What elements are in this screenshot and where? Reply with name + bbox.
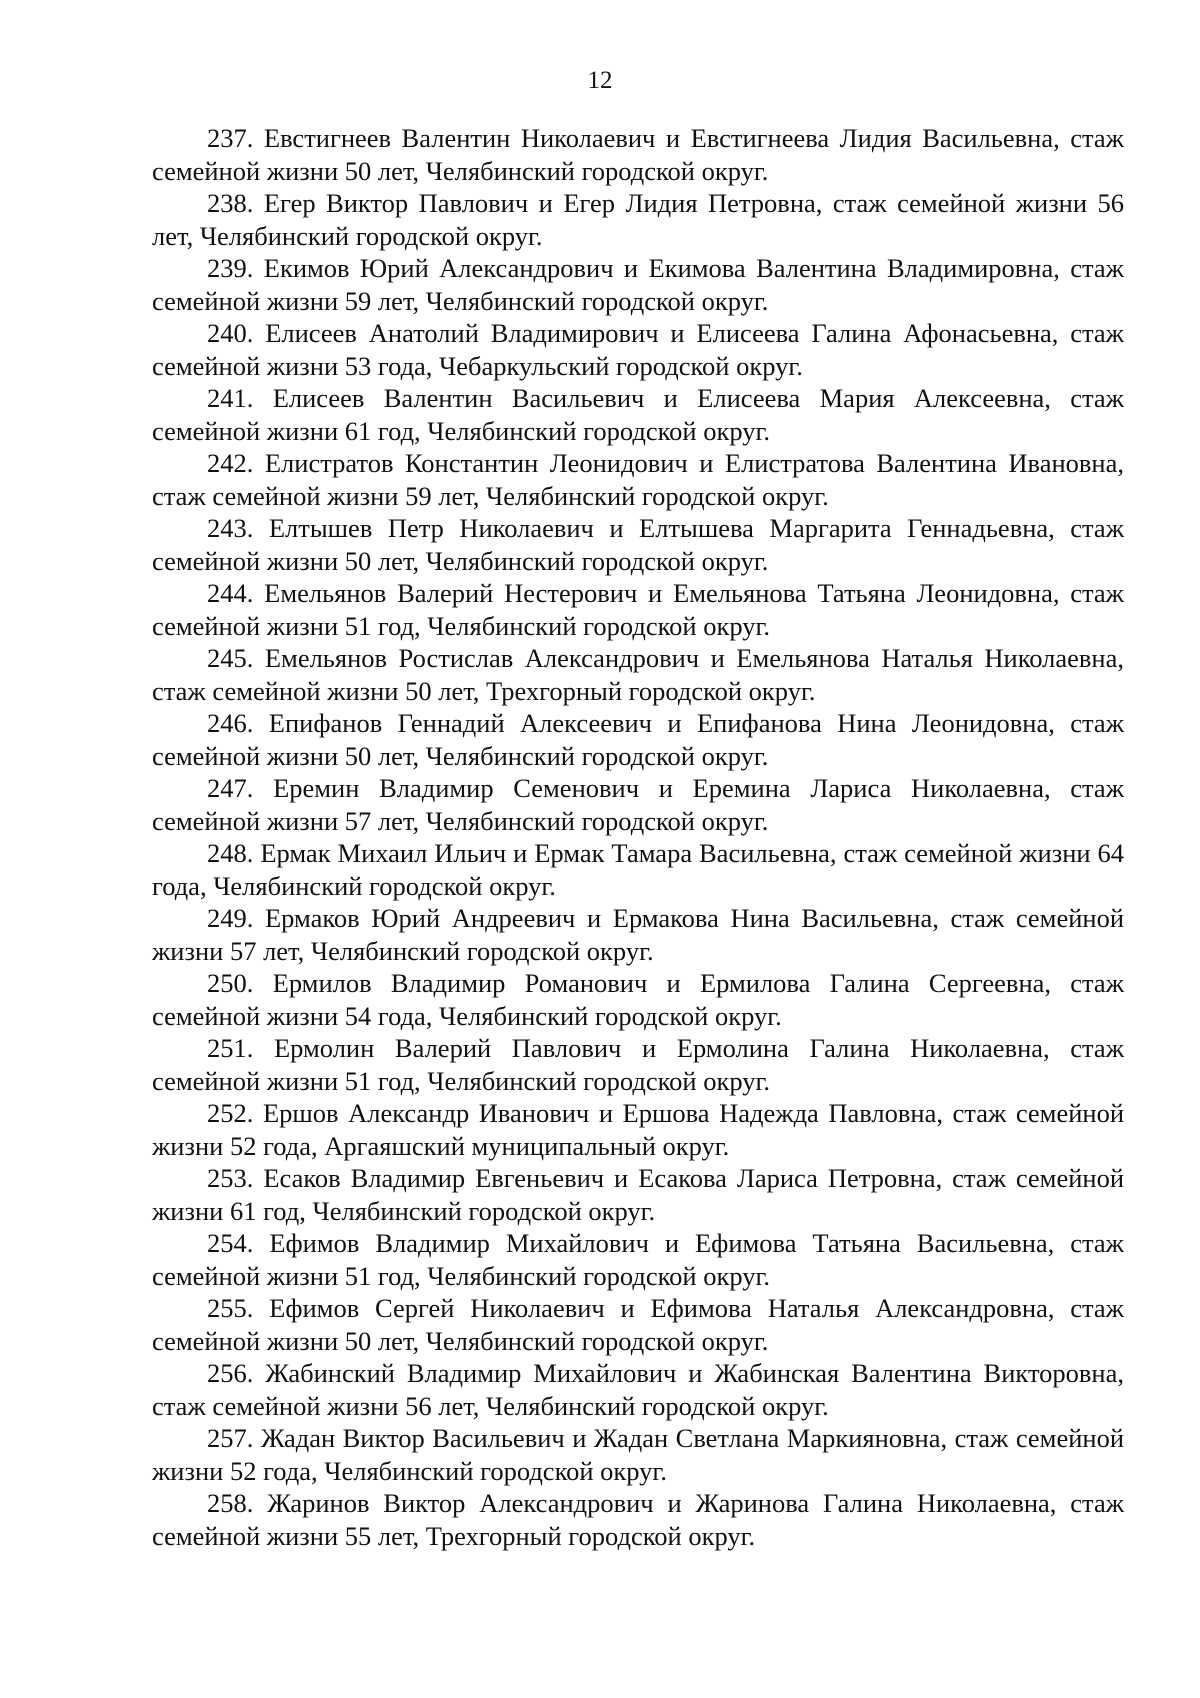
page-number: 12: [587, 67, 613, 94]
entry-number: 245.: [207, 643, 254, 673]
entry-text: Елисеев Валентин Васильевич и Елисеева Мария Алексеевна, стаж семейной жизни 61 год, Челябинский городской округ.: [152, 383, 1124, 446]
entry-text: Ермак Михаил Ильич и Ермак Тамара Васильевна, стаж семейной жизни 64 года, Челябинский городской округ.: [152, 838, 1124, 901]
list-item: [152, 1097, 1124, 1162]
list-item: [152, 122, 1124, 187]
entry-text: Жаринов Виктор Александрович и Жаринова Галина Николаевна, стаж семейной жизни 55 лет, Трехгорный городской округ.: [152, 1488, 1125, 1551]
entry-text: Егер Виктор Павлович и Егер Лидия Петровна, стаж семейной жизни 56 лет, Челябинский городской округ.: [152, 188, 1125, 251]
entry-number: 249.: [207, 903, 254, 933]
entry-text: Ефимов Владимир Михайлович и Ефимова Татьяна Васильевна, стаж семейной жизни 51 год, Челябинский городской округ.: [152, 1228, 1124, 1291]
list-item: [152, 1162, 1124, 1227]
entries-list: [152, 122, 1124, 1552]
entry-number: 238.: [207, 188, 254, 218]
list-item: [152, 1357, 1124, 1422]
entry-text: Елисеев Анатолий Владимирович и Елисеева Галина Афонасьевна, стаж семейной жизни 53 года, Чебаркульский городской округ.: [152, 318, 1124, 381]
entry-number: 252.: [207, 1098, 254, 1128]
entry-text: Еремин Владимир Семенович и Еремина Лариса Николаевна, стаж семейной жизни 57 лет, Челябинский городской округ.: [152, 773, 1125, 836]
entry-text: Евстигнеев Валентин Николаевич и Евстигнеева Лидия Васильевна, стаж семейной жизни 50 лет, Челябинский городской округ.: [152, 123, 1124, 186]
entry-number: 250.: [207, 968, 254, 998]
entry-number: 254.: [207, 1228, 254, 1258]
entry-text: Жабинский Владимир Михайлович и Жабинская Валентина Викторовна, стаж семейной жизни 56 лет, Челябинский городской округ.: [152, 1358, 1125, 1421]
entry-number: 241.: [207, 383, 254, 413]
entry-number: 255.: [207, 1293, 254, 1323]
list-item: [152, 382, 1124, 447]
entry-number: 253.: [207, 1163, 254, 1193]
entry-text: Ершов Александр Иванович и Ершова Надежда Павловна, стаж семейной жизни 52 года, Аргаяшский муниципальный округ.: [152, 1098, 1125, 1161]
list-item: [152, 1292, 1124, 1357]
list-item: [152, 642, 1124, 707]
entry-text: Ермаков Юрий Андреевич и Ермакова Нина Васильевна, стаж семейной жизни 57 лет, Челябинский городской округ.: [152, 903, 1125, 966]
list-item: [152, 772, 1124, 837]
list-item: [152, 902, 1124, 967]
entry-number: 239.: [207, 253, 254, 283]
entry-number: 240.: [207, 318, 254, 348]
entry-number: 243.: [207, 513, 254, 543]
list-item: [152, 707, 1124, 772]
entry-number: 258.: [207, 1488, 254, 1518]
entry-number: 246.: [207, 708, 254, 738]
list-item: [152, 187, 1124, 252]
list-item: [152, 447, 1124, 512]
entry-number: 244.: [207, 578, 254, 608]
entry-text: Емельянов Валерий Нестерович и Емельянова Татьяна Леонидовна, стаж семейной жизни 51 год, Челябинский городской округ.: [152, 578, 1124, 641]
list-item: [152, 967, 1124, 1032]
entry-number: 256.: [207, 1358, 254, 1388]
entry-text: Екимов Юрий Александрович и Екимова Валентина Владимировна, стаж семейной жизни 59 лет, Челябинский городской округ.: [152, 253, 1124, 316]
entry-text: Жадан Виктор Васильевич и Жадан Светлана Маркияновна, стаж семейной жизни 52 года, Челябинский городской округ.: [152, 1423, 1124, 1486]
entry-number: 242.: [207, 448, 254, 478]
list-item: [152, 577, 1124, 642]
list-item: [152, 1032, 1124, 1097]
entry-text: Елистратов Константин Леонидович и Елистратова Валентина Ивановна, стаж семейной жизни 59 лет, Челябинский городской округ.: [152, 448, 1124, 511]
entry-text: Есаков Владимир Евгеньевич и Есакова Лариса Петровна, стаж семейной жизни 61 год, Челябинский городской округ.: [152, 1163, 1124, 1226]
entry-number: 251.: [207, 1033, 254, 1063]
list-item: [152, 252, 1124, 317]
entry-number: 248.: [207, 838, 254, 868]
list-item: [152, 837, 1124, 902]
list-item: [152, 1422, 1124, 1487]
entry-number: 237.: [207, 123, 254, 153]
list-item: [152, 317, 1124, 382]
entry-number: 247.: [207, 773, 254, 803]
entry-text: Епифанов Геннадий Алексеевич и Епифанова Нина Леонидовна, стаж семейной жизни 50 лет, Челябинский городской округ.: [152, 708, 1125, 771]
list-item: [152, 1487, 1124, 1552]
list-item: [152, 512, 1124, 577]
entry-text: Ермолин Валерий Павлович и Ермолина Галина Николаевна, стаж семейной жизни 51 год, Челябинский городской округ.: [152, 1033, 1124, 1096]
entry-text: Емельянов Ростислав Александрович и Емельянова Наталья Николаевна, стаж семейной жизни 50 лет, Трехгорный городской округ.: [152, 643, 1124, 706]
list-item: [152, 1227, 1124, 1292]
entry-text: Ермилов Владимир Романович и Ермилова Галина Сергеевна, стаж семейной жизни 54 года, Челябинский городской округ.: [152, 968, 1125, 1031]
entry-number: 257.: [207, 1423, 254, 1453]
entry-text: Ефимов Сергей Николаевич и Ефимова Наталья Александровна, стаж семейной жизни 50 лет, Челябинский городской округ.: [152, 1293, 1124, 1356]
entry-text: Елтышев Петр Николаевич и Елтышева Маргарита Геннадьевна, стаж семейной жизни 50 лет, Челябинский городской округ.: [152, 513, 1124, 576]
